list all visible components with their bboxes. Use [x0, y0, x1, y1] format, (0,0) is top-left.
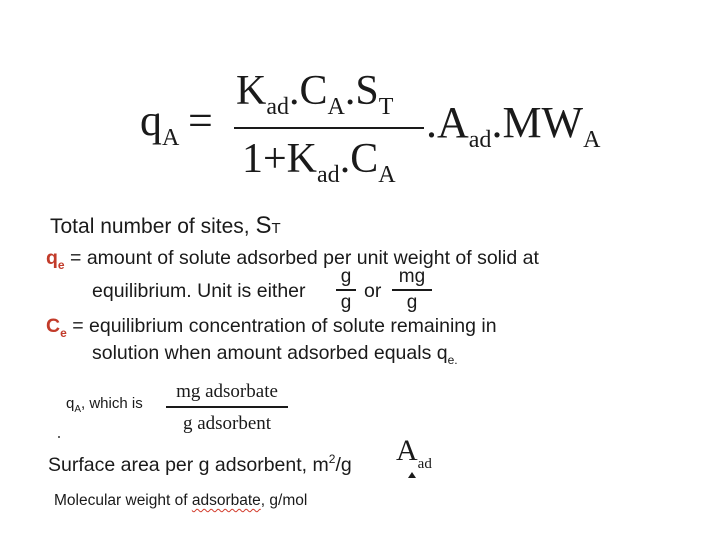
rhs-mw-sub: A — [583, 127, 601, 153]
sites-symbol-sub: T — [271, 220, 281, 237]
formula-lhs — [140, 96, 179, 163]
den-c: .C — [339, 136, 379, 182]
surface-suffix: /g — [335, 454, 352, 476]
formula-q-sub: A — [162, 125, 180, 151]
surface-text: Surface area per g adsorbent, m — [48, 454, 329, 476]
frac2-den: g — [406, 291, 418, 313]
ce-symbol-sub: e — [60, 326, 67, 340]
rhs-a: .A — [426, 98, 469, 147]
molecular-prefix: Molecular weight of — [54, 492, 192, 509]
surface-sup: 2 — [328, 452, 336, 466]
ce-symbol-c: C — [46, 315, 61, 337]
sites-symbol-s: S — [255, 212, 272, 239]
ce-symbol — [46, 315, 67, 340]
num-s-sub: T — [378, 94, 394, 120]
a-ad-sub: ad — [417, 456, 432, 472]
molecular-suffix: , g/mol — [260, 492, 308, 509]
qe-line1 — [46, 245, 539, 278]
frac1-den: g — [340, 291, 352, 313]
num-c: .C — [289, 68, 328, 114]
rhs-a-sub: ad — [468, 127, 492, 153]
num-c-sub: A — [327, 94, 345, 120]
sites-line — [50, 212, 281, 243]
qa-prefix-sub: A — [74, 404, 82, 415]
formula-numerator — [236, 66, 393, 132]
a-ad-marker — [408, 472, 416, 478]
qa-units-line — [66, 394, 143, 420]
qa-unit-den: g adsorbent — [182, 412, 272, 434]
rhs-mw: .MW — [491, 98, 584, 147]
qe-or: or — [364, 280, 382, 302]
den-k-sub: ad — [317, 162, 340, 188]
frac2-bar — [392, 289, 432, 291]
den-prefix: 1+K — [242, 136, 318, 182]
num-s: .S — [344, 68, 379, 114]
unit-g-per-g — [336, 266, 356, 314]
qa-suffix: , which is — [81, 395, 143, 412]
den-c-sub: A — [378, 162, 396, 188]
qa-unit-num: mg adsorbate — [176, 381, 278, 402]
frac1-bar — [336, 289, 356, 291]
num-k: K — [236, 68, 267, 114]
qe-symbol — [46, 247, 65, 272]
qe-symbol-q: q — [46, 247, 58, 269]
surface-line — [48, 446, 352, 478]
molecular-line — [54, 490, 307, 512]
formula-denominator — [242, 134, 396, 200]
ce-line2-text: solution when amount adsorbed equals q — [92, 342, 448, 364]
fraction-bar — [234, 127, 424, 129]
num-k-sub: ad — [266, 94, 289, 120]
qa-unit-fraction — [166, 380, 288, 436]
qa-unit-bar — [166, 406, 288, 408]
qe-line2: equilibrium. Unit is either — [92, 280, 306, 302]
stray-dot — [58, 436, 60, 438]
qa-prefix: q — [66, 395, 75, 412]
ce-line1-text: = equilibrium concentration of solute remaining in — [72, 315, 497, 337]
a-ad-a: A — [396, 434, 418, 467]
qe-symbol-sub: e — [57, 258, 65, 272]
ce-line2-sub: e. — [447, 353, 458, 367]
formula-rhs — [426, 98, 600, 165]
formula-q: q — [140, 96, 162, 145]
qe-line1-text: = amount of solute adsorbed per unit weight of solid at — [70, 247, 539, 269]
sites-text: Total number of sites, — [50, 215, 256, 238]
unit-mg-per-g — [392, 266, 432, 314]
frac1-num: g — [340, 266, 352, 287]
sites-symbol — [255, 212, 280, 239]
frac2-num: mg — [398, 266, 426, 287]
ce-line2 — [92, 340, 458, 373]
formula-equals: = — [188, 96, 213, 145]
molecular-adsorbate: adsorbate — [191, 492, 261, 509]
